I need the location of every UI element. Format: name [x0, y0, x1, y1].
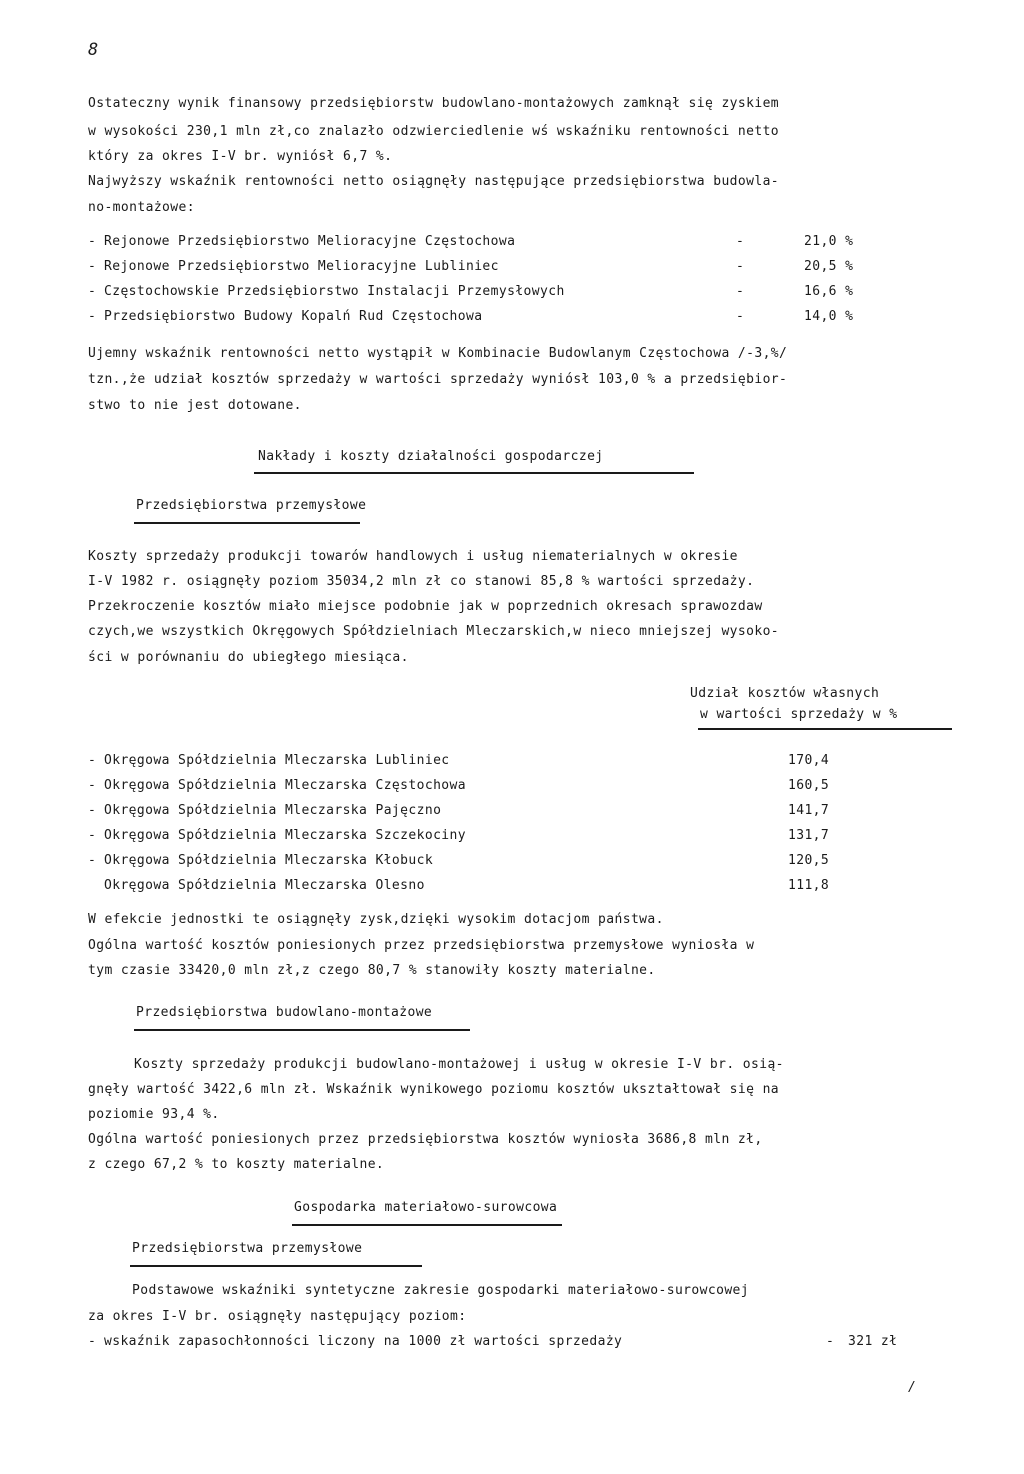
subsection-underline: [130, 1265, 422, 1267]
list-dash: -: [88, 234, 97, 249]
effect-line: W efekcie jednostki te osiągnęły zysk,dzięki wysokim dotacjom państwa.: [88, 912, 664, 927]
list-item-name: Rejonowe Przedsiębiorstwo Melioracyjne Lubliniec: [104, 259, 499, 274]
table-row: [0, 878, 1024, 894]
table-header-line: w wartości sprzedaży w %: [700, 707, 898, 722]
list-item-equals: -: [736, 234, 745, 249]
dairy-value: 141,7: [788, 803, 830, 818]
subsection-underline: [134, 1029, 470, 1031]
list-item: [0, 234, 1024, 250]
dairy-value: 160,5: [788, 778, 830, 793]
industrial-line: Koszty sprzedaży produkcji towarów handlowych i usług niematerialnych w okresie: [88, 549, 738, 564]
negative-line: tzn.,że udział kosztów sprzedaży w wartości sprzedaży wyniósł 103,0 % a przedsiębior-: [88, 372, 788, 387]
table-row: [0, 753, 1024, 769]
list-item-equals: -: [736, 259, 745, 274]
list-item-name: Przedsiębiorstwo Budowy Kopalń Rud Częstochowa: [104, 309, 483, 324]
list-item-equals: -: [736, 284, 745, 299]
intro-line: Ostateczny wynik finansowy przedsiębiorstw budowlano-montażowych zamknął się zyskiem: [88, 96, 780, 111]
dairy-name: Okręgowa Spółdzielnia Mleczarska Pajęczno: [104, 803, 442, 818]
materials-line: Podstawowe wskaźniki syntetyczne zakresie gospodarki materiałowo-surowcowej: [132, 1283, 749, 1298]
list-dash: -: [88, 828, 97, 843]
dairy-name: Okręgowa Spółdzielnia Mleczarska Szczekociny: [104, 828, 466, 843]
list-item-name: Rejonowe Przedsiębiorstwo Melioracyjne Częstochowa: [104, 234, 516, 249]
list-dash: -: [88, 309, 97, 324]
industrial-line: ści w porównaniu do ubiegłego miesiąca.: [88, 650, 409, 665]
list-dash: -: [88, 1334, 97, 1349]
heading-underline: [292, 1224, 562, 1226]
section-heading: Gospodarka materiałowo-surowcowa: [294, 1200, 558, 1215]
dairy-value: 131,7: [788, 828, 830, 843]
dairy-name: Okręgowa Spółdzielnia Mleczarska Lubliniec: [104, 753, 450, 768]
construction-line: gnęły wartość 3422,6 mln zł. Wskaźnik wynikowego poziomu kosztów ukształtował się na: [88, 1082, 780, 1097]
construction-line: z czego 67,2 % to koszty materialne.: [88, 1157, 385, 1172]
intro-line: Najwyższy wskaźnik rentowności netto osiągnęły następujące przedsiębiorstwa budowla-: [88, 174, 780, 189]
dairy-value: 170,4: [788, 753, 830, 768]
construction-line: Ogólna wartość poniesionych przez przedsiębiorstwa kosztów wyniosła 3686,8 mln zł,: [88, 1132, 763, 1147]
dairy-value: 120,5: [788, 853, 830, 868]
table-row: [0, 803, 1024, 819]
subsection-heading: Przedsiębiorstwa przemysłowe: [136, 498, 367, 513]
table-row: [0, 828, 1024, 844]
subsection-heading: Przedsiębiorstwa przemysłowe: [132, 1241, 363, 1256]
heading-underline: [254, 472, 694, 474]
list-item-value: 21,0 %: [804, 234, 854, 249]
table-header-line: Udział kosztów własnych: [690, 686, 880, 701]
industrial-line: I-V 1982 r. osiągnęły poziom 35034,2 mln zł co stanowi 85,8 % wartości sprzedaży.: [88, 574, 755, 589]
subsection-underline: [134, 522, 360, 524]
dairy-value: 111,8: [788, 878, 830, 893]
construction-line: Koszty sprzedaży produkcji budowlano-montażowej i usług w okresie I-V br. osią-: [134, 1057, 784, 1072]
subsection-heading: Przedsiębiorstwa budowlano-montażowe: [136, 1005, 433, 1020]
list-item-equals: -: [736, 309, 745, 324]
list-dash: -: [88, 259, 97, 274]
table-header-underline: [698, 728, 952, 730]
list-item-value: 14,0 %: [804, 309, 854, 324]
effect-line: tym czasie 33420,0 mln zł,z czego 80,7 % stanowiły koszty materialne.: [88, 963, 656, 978]
list-dash: -: [88, 753, 97, 768]
materials-item: [0, 1334, 1024, 1350]
dairy-name: Okręgowa Spółdzielnia Mleczarska Kłobuck: [104, 853, 434, 868]
list-dash: -: [88, 853, 97, 868]
industrial-line: czych,we wszystkich Okręgowych Spółdzielniach Mleczarskich,w nieco mniejszej wysoko-: [88, 624, 780, 639]
list-item-value: 16,6 %: [804, 284, 854, 299]
materials-item-value: 321 zł: [848, 1334, 898, 1349]
list-item-value: 20,5 %: [804, 259, 854, 274]
materials-item-name: wskaźnik zapasochłonności liczony na 1000 zł wartości sprzedaży: [104, 1334, 623, 1349]
negative-line: stwo to nie jest dotowane.: [88, 398, 302, 413]
negative-line: Ujemny wskaźnik rentowności netto wystąpił w Kombinacie Budowlanym Częstochowa /-3,%/: [88, 346, 788, 361]
intro-line: w wysokości 230,1 mln zł,co znalazło odzwierciedlenie wś wskaźniku rentowności netto: [88, 124, 780, 139]
section-heading: Nakłady i koszty działalności gospodarczej: [258, 449, 604, 464]
dairy-name: Okręgowa Spółdzielnia Mleczarska Częstochowa: [104, 778, 466, 793]
materials-line: za okres I-V br. osiągnęły następujący poziom:: [88, 1309, 467, 1324]
table-row: [0, 853, 1024, 869]
footer-mark: /: [908, 1380, 917, 1395]
list-dash: -: [88, 284, 97, 299]
list-item: [0, 259, 1024, 275]
intro-line: który za okres I-V br. wyniósł 6,7 %.: [88, 149, 393, 164]
list-item: [0, 309, 1024, 325]
list-item: [0, 284, 1024, 300]
page-number: 8: [88, 40, 99, 60]
table-row: [0, 778, 1024, 794]
list-dash: -: [88, 803, 97, 818]
effect-line: Ogólna wartość kosztów poniesionych przez przedsiębiorstwa przemysłowe wyniosła w: [88, 938, 755, 953]
list-item-name: Częstochowskie Przedsiębiorstwo Instalacji Przemysłowych: [104, 284, 565, 299]
list-dash: -: [88, 778, 97, 793]
list-item-equals: -: [826, 1334, 835, 1349]
intro-line: no-montażowe:: [88, 200, 195, 215]
construction-line: poziomie 93,4 %.: [88, 1107, 220, 1122]
dairy-name: Okręgowa Spółdzielnia Mleczarska Olesno: [104, 878, 425, 893]
industrial-line: Przekroczenie kosztów miało miejsce podobnie jak w poprzednich okresach sprawozdaw: [88, 599, 763, 614]
